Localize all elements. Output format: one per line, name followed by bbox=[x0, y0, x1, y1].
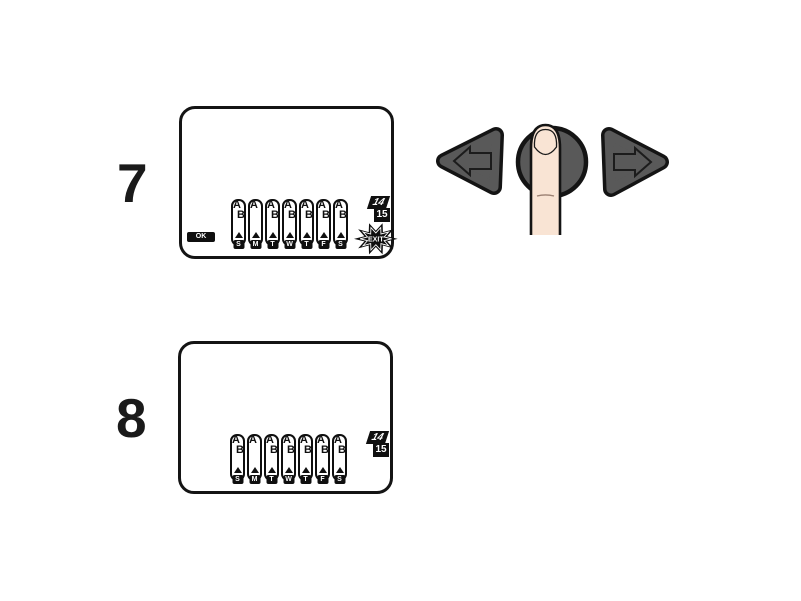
program-a-label: A bbox=[232, 434, 240, 446]
program-b-label: B bbox=[321, 444, 329, 456]
day-column bbox=[264, 434, 279, 481]
program-a-label: A bbox=[266, 434, 274, 446]
program-b-label: B bbox=[339, 209, 347, 221]
ok-badge: OK bbox=[187, 232, 215, 242]
program-a-label: A bbox=[250, 199, 258, 211]
program-a-label: A bbox=[335, 199, 343, 211]
day-column bbox=[332, 434, 347, 481]
program-b-label: B bbox=[288, 209, 296, 221]
cursor-triangle-icon bbox=[268, 467, 276, 473]
day-column bbox=[298, 434, 313, 481]
program-a-label: A bbox=[283, 434, 291, 446]
cursor-triangle-icon bbox=[252, 232, 260, 238]
program-b-label: B bbox=[271, 209, 279, 221]
program-b-label: B bbox=[287, 444, 295, 456]
program-a-label: A bbox=[249, 434, 257, 446]
cursor-triangle-icon bbox=[302, 467, 310, 473]
cursor-triangle-icon bbox=[285, 467, 293, 473]
day-column bbox=[230, 434, 245, 481]
day-column bbox=[265, 199, 280, 246]
station-next-box: 15 bbox=[374, 208, 390, 222]
exit-blinking-burst bbox=[354, 222, 402, 260]
program-a-label: A bbox=[334, 434, 342, 446]
program-a-label: A bbox=[301, 199, 309, 211]
cursor-triangle-icon bbox=[303, 232, 311, 238]
day-column bbox=[231, 199, 246, 246]
day-column bbox=[333, 199, 348, 246]
day-column bbox=[281, 434, 296, 481]
program-b-label: B bbox=[304, 444, 312, 456]
day-label: T bbox=[267, 240, 278, 249]
day-label: S bbox=[233, 240, 244, 249]
station-current-flag: 14 bbox=[366, 431, 389, 444]
station-next-box: 15 bbox=[373, 443, 389, 457]
program-a-label: A bbox=[300, 434, 308, 446]
day-label: S bbox=[232, 475, 243, 484]
day-column bbox=[247, 434, 262, 481]
station-current-flag: 14 bbox=[367, 196, 390, 209]
day-label: W bbox=[284, 240, 295, 249]
program-a-label: A bbox=[267, 199, 275, 211]
cursor-triangle-icon bbox=[320, 232, 328, 238]
day-column bbox=[282, 199, 297, 246]
finger-press-icon bbox=[531, 125, 560, 235]
fingernail bbox=[534, 130, 556, 155]
day-column bbox=[315, 434, 330, 481]
program-b-label: B bbox=[270, 444, 278, 456]
program-a-label: A bbox=[317, 434, 325, 446]
display-screen-step7 bbox=[179, 106, 394, 259]
program-b-label: B bbox=[236, 444, 244, 456]
day-label: W bbox=[283, 475, 294, 484]
right-arrow-button[interactable] bbox=[609, 135, 661, 189]
day-column bbox=[248, 199, 263, 246]
day-label: T bbox=[300, 475, 311, 484]
program-a-label: A bbox=[284, 199, 292, 211]
day-label: F bbox=[318, 240, 329, 249]
day-label: M bbox=[249, 475, 260, 484]
exit-label: EXIT bbox=[367, 235, 384, 244]
day-label: F bbox=[317, 475, 328, 484]
cursor-triangle-icon bbox=[319, 467, 327, 473]
cursor-triangle-icon bbox=[251, 467, 259, 473]
week-day-columns bbox=[230, 434, 347, 481]
day-label: T bbox=[301, 240, 312, 249]
day-label: S bbox=[335, 240, 346, 249]
day-label: T bbox=[266, 475, 277, 484]
day-column bbox=[299, 199, 314, 246]
program-b-label: B bbox=[338, 444, 346, 456]
program-b-label: B bbox=[322, 209, 330, 221]
cursor-triangle-icon bbox=[286, 232, 294, 238]
program-b-label: B bbox=[237, 209, 245, 221]
week-day-columns bbox=[231, 199, 348, 246]
cursor-triangle-icon bbox=[337, 232, 345, 238]
cursor-triangle-icon bbox=[234, 467, 242, 473]
cursor-triangle-icon bbox=[269, 232, 277, 238]
left-arrow-button[interactable] bbox=[444, 135, 496, 187]
step-8-number: 8 bbox=[116, 387, 147, 449]
cursor-triangle-icon bbox=[235, 232, 243, 238]
day-label: M bbox=[250, 240, 261, 249]
program-a-label: A bbox=[318, 199, 326, 211]
station-number-indicator bbox=[368, 431, 394, 461]
cursor-triangle-icon bbox=[336, 467, 344, 473]
day-label: S bbox=[334, 475, 345, 484]
program-b-label: B bbox=[305, 209, 313, 221]
controller-buttons bbox=[430, 105, 675, 245]
program-a-label: A bbox=[233, 199, 241, 211]
step-7-number: 7 bbox=[117, 152, 148, 214]
day-column bbox=[316, 199, 331, 246]
display-screen-step8 bbox=[178, 341, 393, 494]
